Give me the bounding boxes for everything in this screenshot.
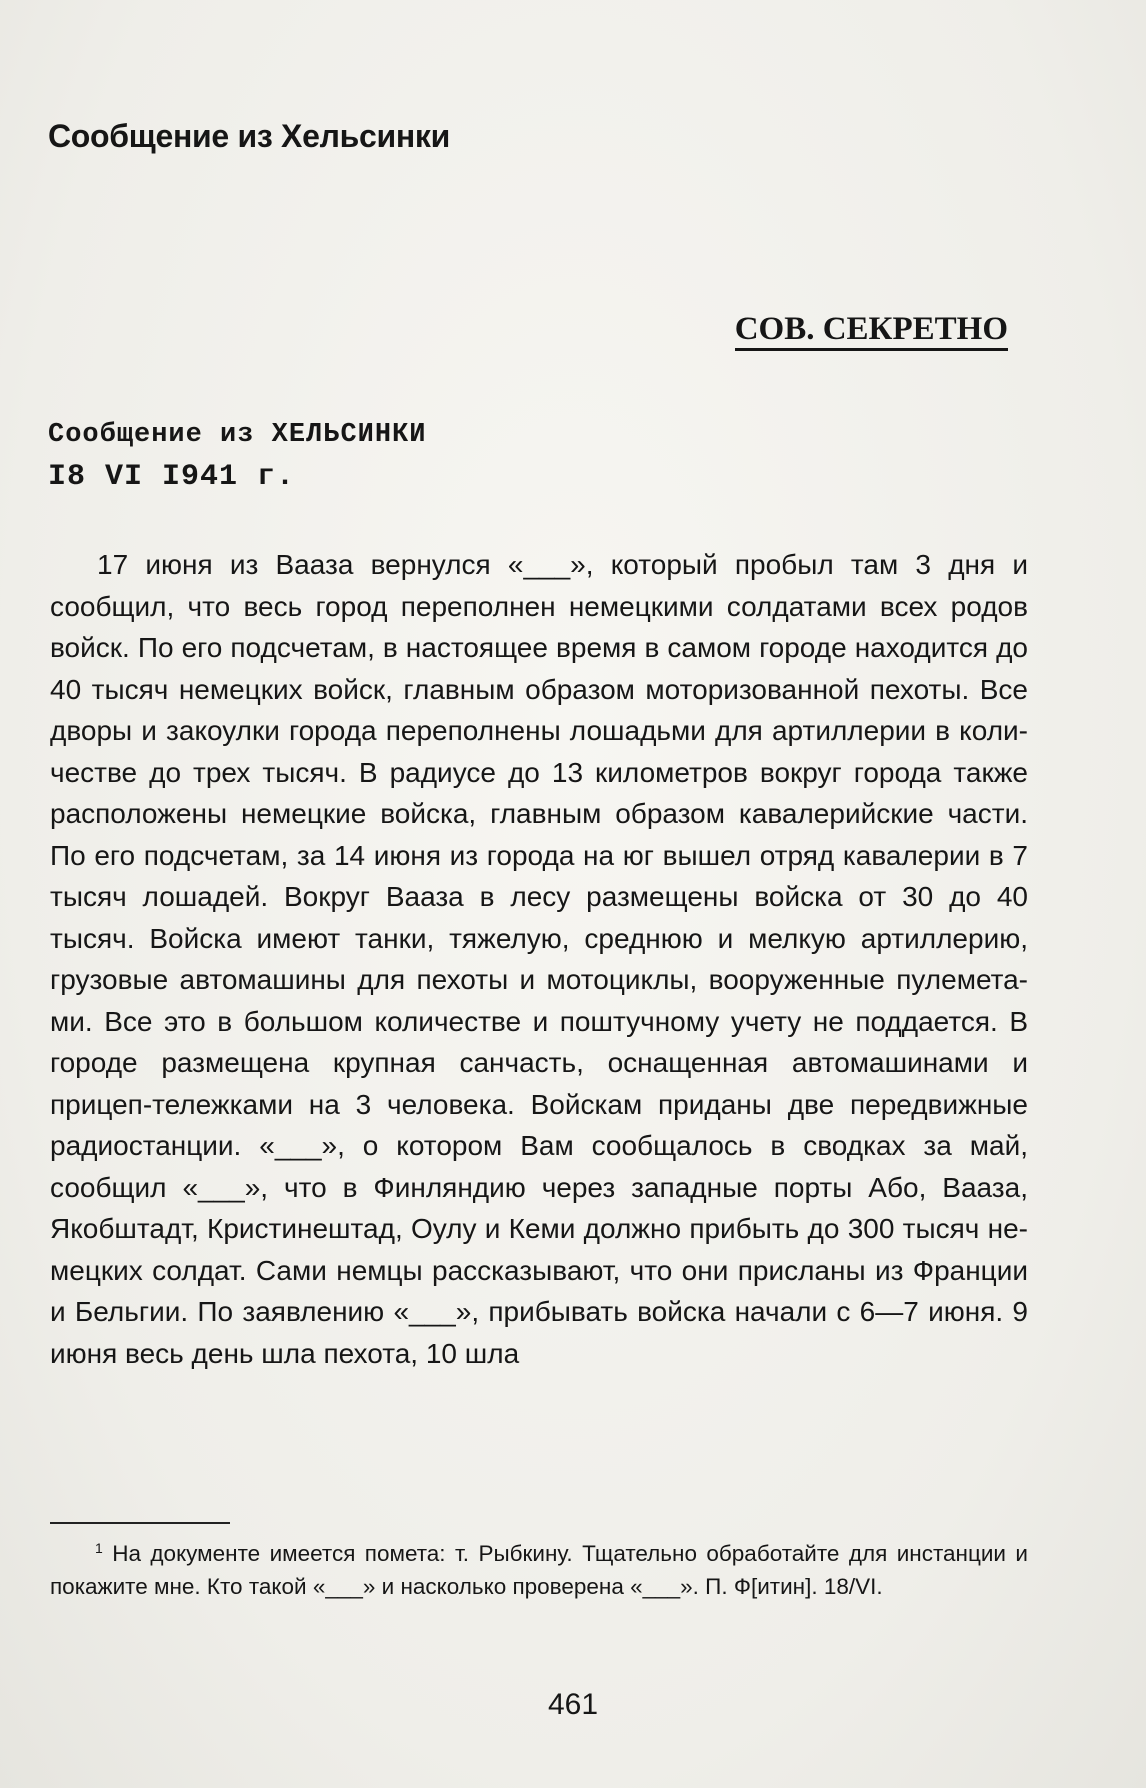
document-title: Сообщение из Хельсинки — [48, 118, 450, 154]
footnote-divider — [50, 1522, 230, 1524]
page-number: 461 — [547, 1688, 599, 1721]
typewritten-header: Сообщение из ХЕЛЬСИНКИ — [48, 420, 427, 450]
body-paragraph: 17 июня из Вааза вернулся «___», который пробыл там 3 дня и сообщил, что весь город переполнен немецкими солдатами всех родов войск. По его подсчетам, в настоящее время в самом городе находится до 40 тысяч немецких войск, главным образом моторизованной пехоты. Все дворы и закоулки города переполнены лошадьми для артиллерии в количестве до трех тысяч. В радиусе до 13 километров вокруг города также расположены немецкие войска, главным образом кавалерийские части. По его подсчетам, за 14 июня из города на юг вышел отряд кавалерии в 7 тысяч лошадей. Вокруг Вааза в лесу размещены войска от 30 до 40 тысяч. Войска имеют танки, тяжелую, среднюю и мелкую артиллерию, грузовые автомашины для пехоты и мотоциклы, вооруженные пулеметами. Все это в большом количестве и поштучному учету не поддается. В городе размещена крупная санчасть, оснащенная автомашинами и прицеп-тележками на 3 человека. Войскам приданы две передвижные радиостанции. «___», о котором Вам сообщалось в сводках за май, сообщил «___», что в Финляндию через западные порты Або, Вааза, Якобштадт, Кристинештад, Оулу и Кеми должно прибыть до 300 тысяч немецких солдат. Сами немцы рассказывают, что они присланы из Франции и Бельгии. По заявлению «___», прибывать войска начали с 6—7 июня. 9 июня весь день шла пехота, 10 шла — [50, 549, 1028, 1369]
classification-stamp: СОВ. СЕКРЕТНО — [735, 312, 1008, 351]
footnote-marker: 1 — [95, 1540, 103, 1556]
footnote — [50, 1532, 1028, 1603]
footnote-text: На документе имеется помета: т. Рыбкину. Тщательно обработайте для инстанции и покажите мне. Кто такой «___» и насколько проверена «___». П. Ф[итин]. 18/VI. — [50, 1541, 1028, 1599]
typewritten-date: I8 VI I941 г. — [48, 460, 296, 494]
